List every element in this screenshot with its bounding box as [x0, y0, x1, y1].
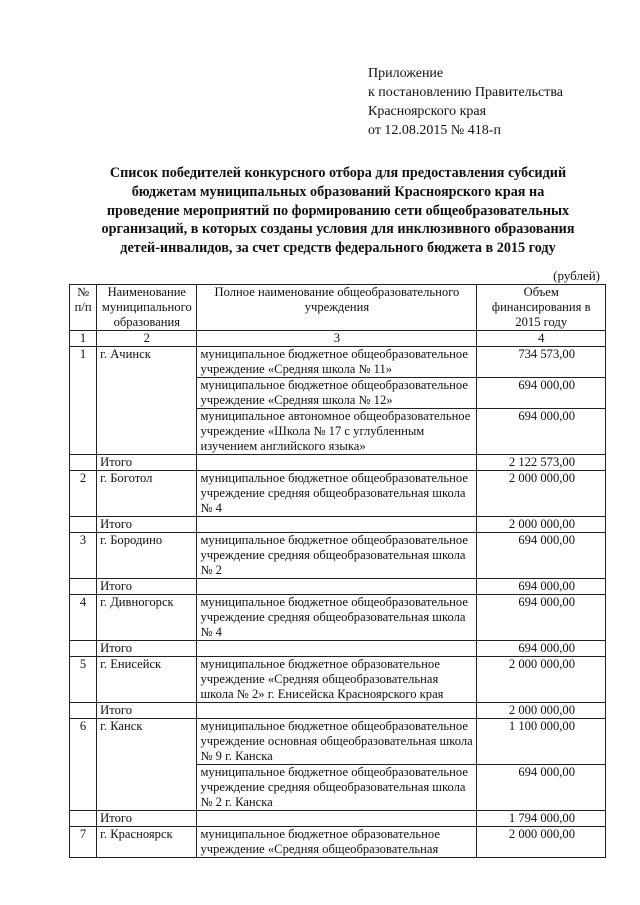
header-institution: Полное наименование общеобразовательного учреждения — [197, 285, 477, 331]
amount-cell: 694 000,00 — [477, 378, 606, 409]
municipality-cell: г. Боготол — [97, 471, 197, 517]
row-number: 1 — [70, 347, 97, 455]
row-number: 5 — [70, 657, 97, 703]
municipality-cell: г. Дивногорск — [97, 595, 197, 641]
total-amount: 2 000 000,00 — [477, 517, 606, 533]
blank-cell — [197, 517, 477, 533]
blank-cell — [70, 579, 97, 595]
municipality-cell: г. Ачинск — [97, 347, 197, 455]
table-row — [70, 471, 606, 517]
blank-cell — [70, 517, 97, 533]
institution-cell: муниципальное автономное общеобразовательное учреждение «Школа № 17 с углубленным изучением английского языка» — [197, 409, 477, 455]
winners-table — [69, 284, 606, 858]
total-amount: 694 000,00 — [477, 641, 606, 657]
total-row — [70, 517, 606, 533]
blank-cell — [197, 811, 477, 827]
row-number: 4 — [70, 595, 97, 641]
header-municipality: Наименование муниципального образования — [97, 285, 197, 331]
institution-cell: муниципальное бюджетное общеобразовательное учреждение средняя общеобразовательная школа № 4 — [197, 595, 477, 641]
header-num: № п/п — [70, 285, 97, 331]
amount-cell: 734 573,00 — [477, 347, 606, 378]
total-amount: 2 000 000,00 — [477, 703, 606, 719]
total-row — [70, 579, 606, 595]
blank-cell — [197, 703, 477, 719]
approval-line: Красноярского края — [368, 104, 487, 119]
blank-cell — [70, 811, 97, 827]
blank-cell — [70, 455, 97, 471]
blank-cell — [197, 641, 477, 657]
approval-block — [368, 64, 563, 140]
total-label: Итого — [97, 579, 197, 595]
table-row — [70, 827, 606, 858]
institution-cell: муниципальное бюджетное образовательное учреждение «Средняя общеобразовательная школа № 2» г. Енисейска Красноярского края — [197, 657, 477, 703]
row-number: 7 — [70, 827, 97, 858]
institution-cell: муниципальное бюджетное общеобразовательное учреждение средняя общеобразовательная школа № 2 — [197, 533, 477, 579]
column-number: 4 — [477, 331, 606, 347]
amount-cell: 694 000,00 — [477, 409, 606, 455]
table-row — [70, 595, 606, 641]
total-label: Итого — [97, 641, 197, 657]
total-label: Итого — [97, 703, 197, 719]
table-header-row — [70, 285, 606, 331]
municipality-cell: г. Красноярск — [97, 827, 197, 858]
blank-cell — [70, 703, 97, 719]
table-row — [70, 347, 606, 378]
total-row — [70, 703, 606, 719]
amount-cell: 2 000 000,00 — [477, 657, 606, 703]
document-title — [70, 164, 606, 258]
currency-unit: (рублей) — [553, 268, 600, 283]
table-body — [70, 347, 606, 858]
institution-cell: муниципальное бюджетное общеобразовательное учреждение средняя общеобразовательная школа № 4 — [197, 471, 477, 517]
approval-line: к постановлению Правительства — [368, 85, 564, 100]
amount-cell: 694 000,00 — [477, 533, 606, 579]
blank-cell — [197, 455, 477, 471]
institution-cell: муниципальное бюджетное общеобразовательное учреждение основная общеобразовательная школа № 9 г. Канска — [197, 719, 477, 765]
municipality-cell: г. Бородино — [97, 533, 197, 579]
row-number: 3 — [70, 533, 97, 579]
total-row — [70, 455, 606, 471]
total-label: Итого — [97, 517, 197, 533]
table-row — [70, 719, 606, 765]
title-line: детей-инвалидов, за счет средств федерального бюджета в 2015 году — [120, 240, 556, 257]
total-amount: 1 794 000,00 — [477, 811, 606, 827]
institution-cell: муниципальное бюджетное общеобразовательное учреждение средняя общеобразовательная школа № 2 г. Канска — [197, 765, 477, 811]
amount-cell: 1 100 000,00 — [477, 719, 606, 765]
column-number: 1 — [70, 331, 97, 347]
table-row — [70, 533, 606, 579]
title-line: Список победителей конкурсного отбора для предоставления субсидий — [109, 165, 567, 181]
approval-line: Приложение — [368, 66, 444, 81]
institution-cell: муниципальное бюджетное общеобразовательное учреждение «Средняя школа № 11» — [197, 347, 477, 378]
total-amount: 694 000,00 — [477, 579, 606, 595]
title-line: организаций, в которых созданы условия для инклюзивного образования — [101, 221, 575, 238]
title-line: проведение мероприятий по формированию сети общеобразовательных — [106, 202, 570, 219]
municipality-cell: г. Енисейск — [97, 657, 197, 703]
column-number: 2 — [97, 331, 197, 347]
column-number-row — [70, 331, 606, 347]
amount-cell: 2 000 000,00 — [477, 471, 606, 517]
amount-cell: 2 000 000,00 — [477, 827, 606, 858]
total-row — [70, 641, 606, 657]
blank-cell — [70, 641, 97, 657]
institution-cell: муниципальное бюджетное общеобразовательное учреждение «Средняя школа № 12» — [197, 378, 477, 409]
column-number: 3 — [197, 331, 477, 347]
total-row — [70, 811, 606, 827]
amount-cell: 694 000,00 — [477, 765, 606, 811]
total-label: Итого — [97, 811, 197, 827]
approval-date: от 12.08.2015 № 418-п — [368, 123, 501, 138]
total-amount: 2 122 573,00 — [477, 455, 606, 471]
table-row — [70, 657, 606, 703]
row-number: 2 — [70, 471, 97, 517]
blank-cell — [197, 579, 477, 595]
institution-cell: муниципальное бюджетное образовательное учреждение «Средняя общеобразовательная — [197, 827, 477, 858]
title-line: бюджетам муниципальных образований Красноярского края на — [131, 183, 545, 200]
header-amount: Объем финансирования в 2015 году — [477, 285, 606, 331]
total-label: Итого — [97, 455, 197, 471]
municipality-cell: г. Канск — [97, 719, 197, 811]
amount-cell: 694 000,00 — [477, 595, 606, 641]
row-number: 6 — [70, 719, 97, 811]
